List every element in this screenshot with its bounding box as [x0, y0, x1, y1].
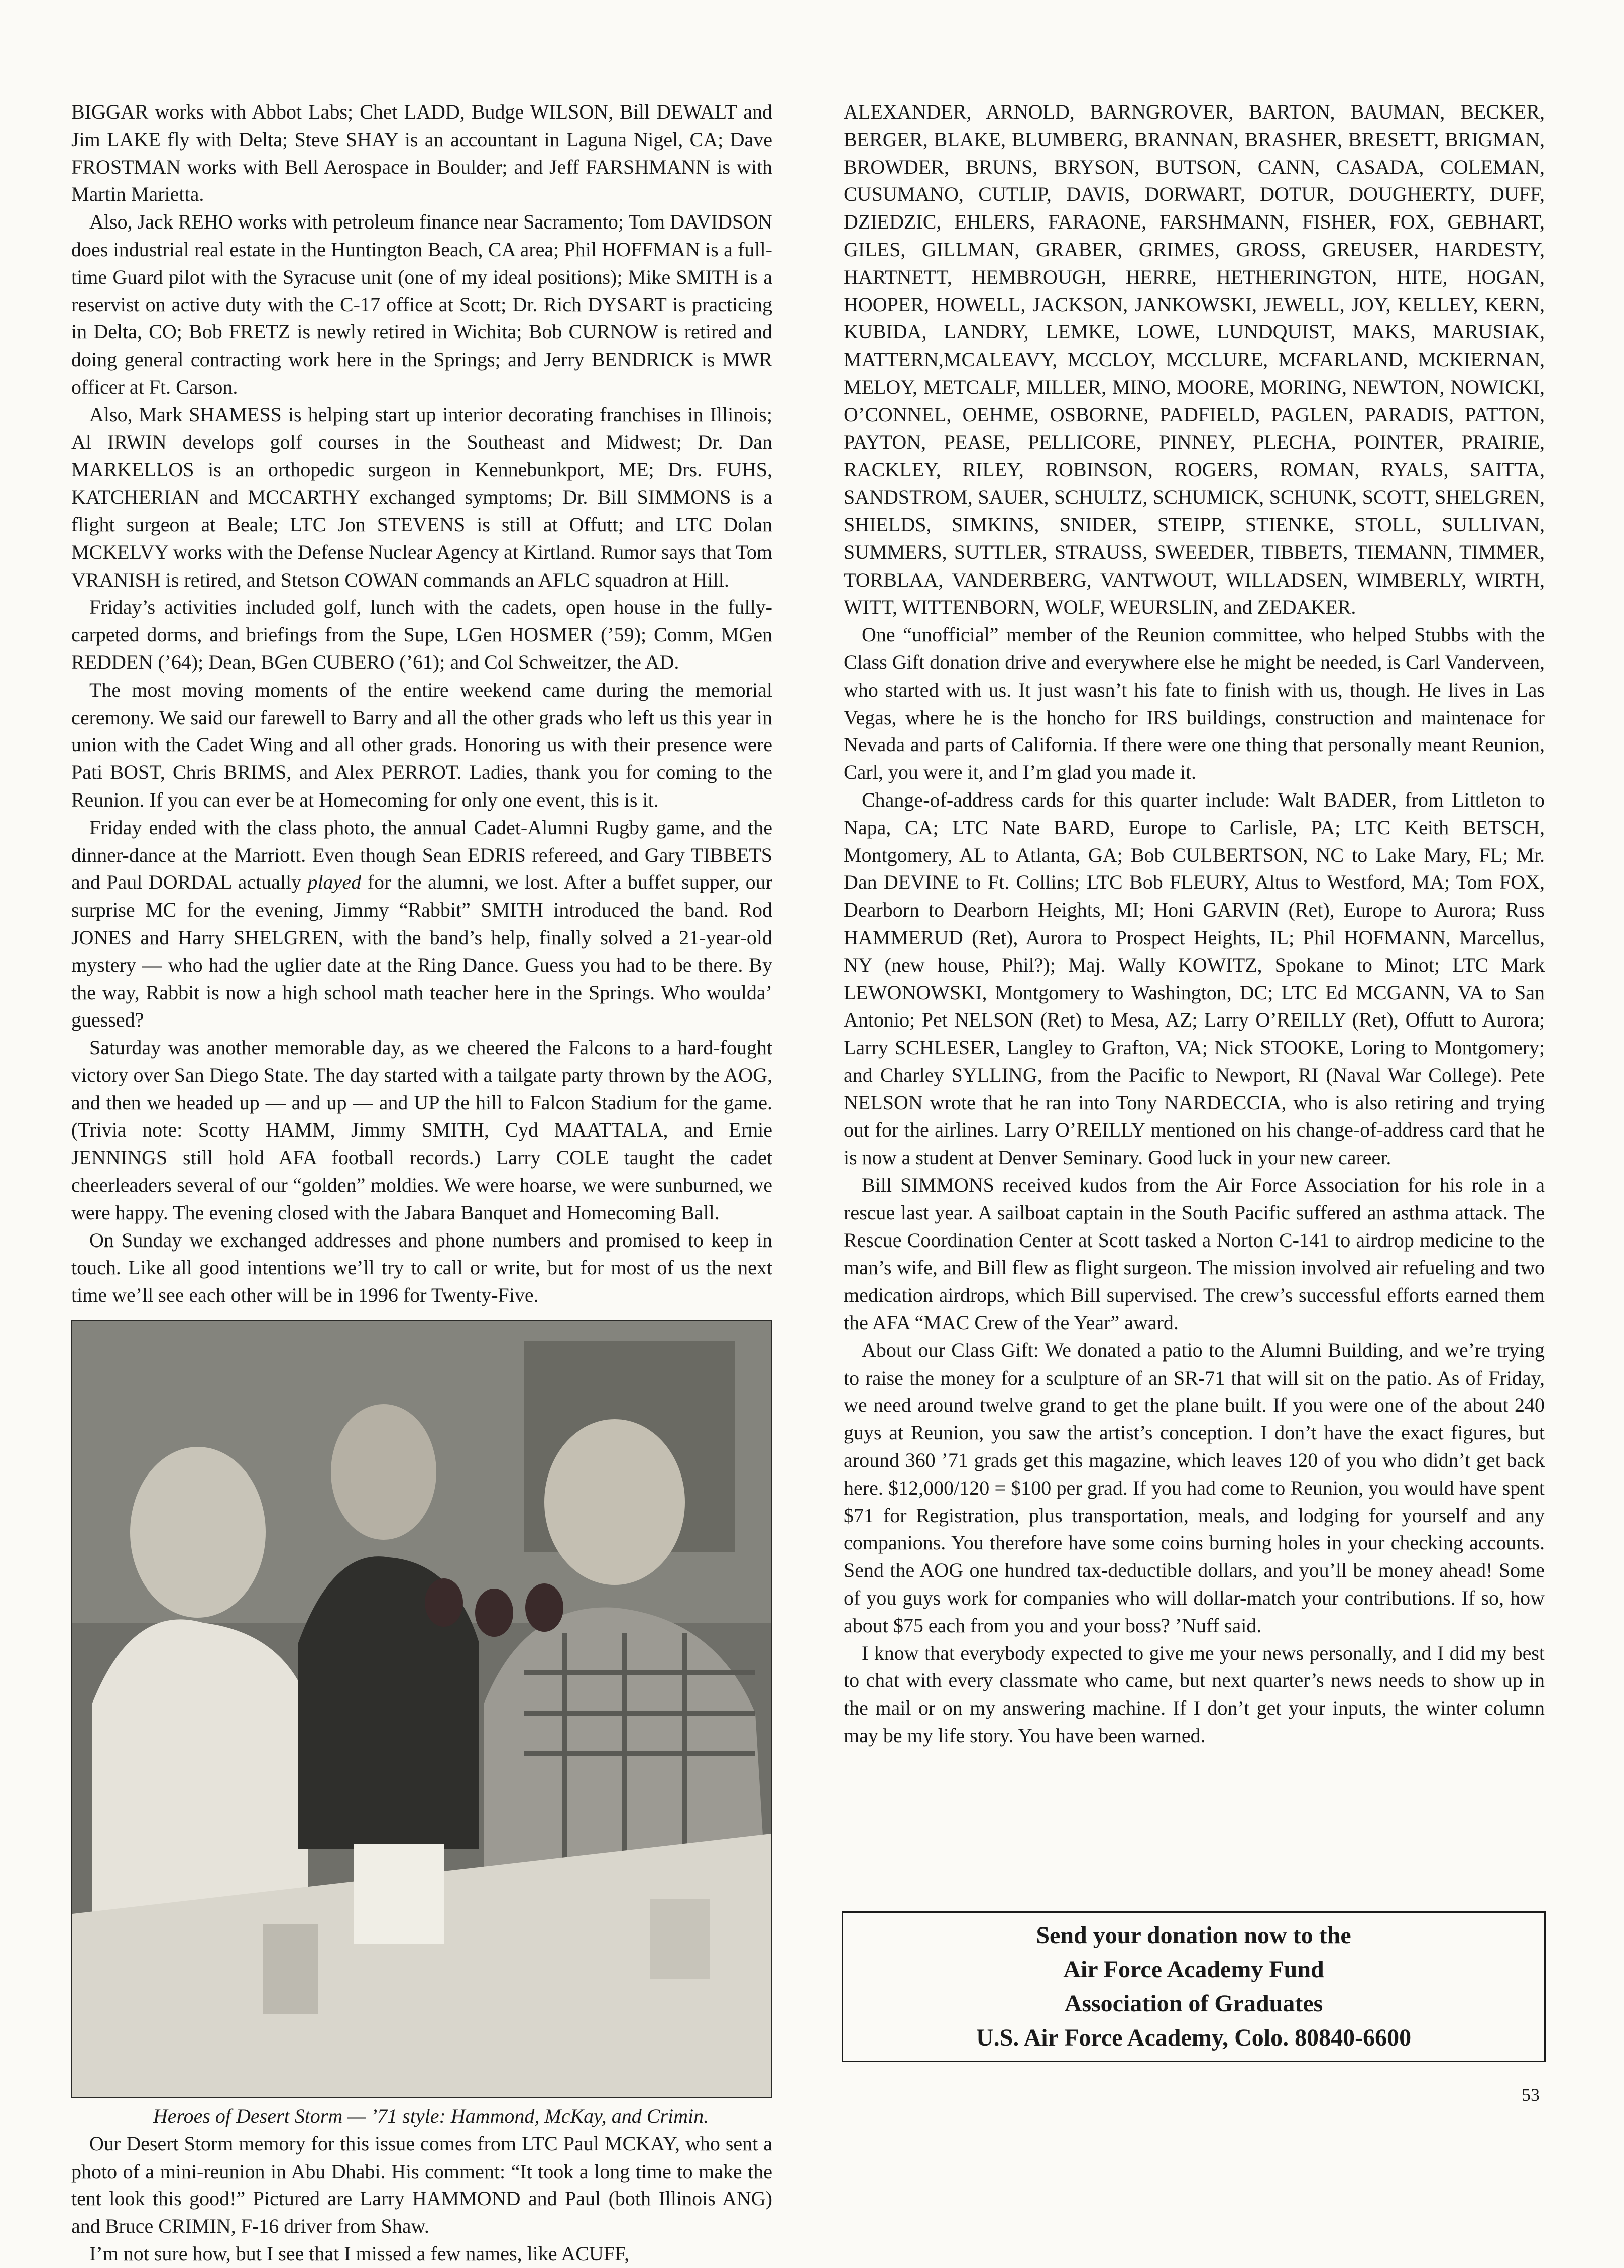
paragraph: I’m not sure how, but I see that I missed a few names, like ACUFF, [89, 2242, 630, 2265]
paragraph: Friday’s activities included golf, lunch with the cadets, open house in the fully-carpeted dorms, and briefings from the Supe, LGen HOSMER (’59); Comm, MGen REDDEN (’64); Dean, BGen CUBERO (’61); and Col Schweitzer, the AD. [71, 596, 772, 673]
paragraph: Saturday was another memorable day, as we cheered the Falcons to a hard-fought victory over San Diego State. The day started with a tailgate party thrown by the AOG, and then we headed up — and up — and UP the hill to Falcon Stadium for the game. (Trivia note: Scotty HAMM, Jimmy SMITH, Cyd MAATTALA, and Ernie JENNINGS still hold AFA football records.) Larry COLE taught the cadet cheerleaders several of our “golden” moldies. We were hoarse, we were sunburned, we were happy. The evening closed with the Jabara Banquet and Homecoming Ball. [71, 1036, 772, 1224]
right-column [844, 98, 1545, 1750]
paragraph: Our Desert Storm memory for this issue comes from LTC Paul MCKAY, who sent a photo of a mini-reunion in Abu Dhabi. His comment: “It took a long time to make the tent look this good!” Pictured are Larry HAMMOND and Paul (both Illinois ANG) and Bruce CRIMIN, F-16 driver from Shaw. [71, 2132, 772, 2238]
paragraph: One “unofficial” member of the Reunion committee, who helped Stubbs with the Class Gift donation drive and everywhere else he might be needed, is Carl Vanderveen, who started with us. It just wasn’t his fate to finish with us, though. He lives in Las Vegas, where he is the honcho for IRS buildings, construction and maintenace for Nevada and parts of California. If there were one thing that personally meant Reunion, Carl, you were it, and I’m glad you made it. [844, 623, 1545, 784]
photo-caption: Heroes of Desert Storm — ’71 style: Hammond, McKay, and Crimin. [153, 2105, 709, 2128]
donation-line: U.S. Air Force Academy, Colo. 80840-6600 [976, 2024, 1412, 2051]
photo [71, 1320, 772, 2098]
paragraph: About our Class Gift: We donated a patio to the Alumni Building, and we’re trying to raise the money for a sculpture of an SR-71 that will sit on the patio. As of Friday, we need around twelve grand to get the plane built. If you were one of the about 240 guys at Reunion, you saw the artist’s conception. I don’t have the exact figures, but around 360 ’71 grads get this magazine, which leaves 120 of you who didn’t get back here. $12,000/120 = $100 per grad. If you had come to Reunion, you would have spent $71 for Registration, plus transportation, meals, and lodging for yourself and any companions. You therefore have some coins burning holes in your checking accounts. Send the AOG one hundred tax-deductible dollars, and you’ll be money ahead! Some of you guys work for companies who will dollar-match your contributions. If so, how about $75 each from you and your boss? ’Nuff said. [844, 1338, 1545, 1637]
left-column [71, 98, 772, 2268]
paragraph: Also, Mark SHAMESS is helping start up interior decorating franchises in Illinois; Al IRWIN develops golf courses in the Southeast and Midwest; Dr. Dan MARKELLOS is an orthopedic surgeon in Kennebunkport, ME; Drs. FUHS, KATCHERIAN and MCCARTHY exchanged symptoms; Dr. Bill SIMMONS is a flight surgeon at Beale; LTC Jon STEVENS is still at Offutt; and LTC Dolan MCKELVY works with the Defense Nuclear Agency at Kirtland. Rumor says that Tom VRANISH is retired, and Stetson COWAN commands an AFLC squadron at Hill. [71, 403, 772, 591]
donation-line: Air Force Academy Fund [1063, 1956, 1324, 1983]
donation-line: Association of Graduates [1064, 1990, 1323, 2017]
donation-line: Send your donation now to the [1036, 1922, 1351, 1949]
paragraph-text: Friday ended with the class photo, the annual Cadet-Alumni Rugby game, and the dinner-dance at the Marriott. Even though Sean EDRIS refereed, and Gary TIBBETS and Paul DORDAL actually [71, 816, 772, 894]
paragraph [71, 814, 772, 1034]
page-number: 53 [1522, 2085, 1540, 2105]
paragraph: BIGGAR works with Abbot Labs; Chet LADD, Budge WILSON, Bill DEWALT and Jim LAKE fly with Delta; Steve SHAY is an accountant in Laguna Nigel, CA; Dave FROSTMAN works with Bell Aerospace in Boulder; and Jeff FARSHMANN is with Martin Marietta. [71, 100, 772, 206]
emphasis-text: played [307, 871, 362, 894]
donation-box [842, 1911, 1546, 2062]
paragraph: Change-of-address cards for this quarter include: Walt BADER, from Littleton to Napa, CA; LTC Nate BARD, Europe to Carlisle, PA; LTC Keith BETSCH, Montgomery, AL to Atlanta, GA; Bob CULBERTSON, NC to Lake Mary, FL; Mr. Dan DEVINE to Ft. Collins; LTC Bob FLEURY, Altus to Westford, MA; Tom FOX, Dearborn to Dearborn Heights, MI; Honi GARVIN (Ret), Europe to Aurora; Russ HAMMERUD (Ret), Aurora to Prospect Heights, IL; Phil HOFMANN, Marcellus, NY (new house, Phil?); Maj. Wally KOWITZ, Spokane to Minot; LTC Mark LEWONOWSKI, Montgomery to Washington, DC; LTC Ed MCGANN, VA to San Antonio; Pet NELSON (Ret) to Mesa, AZ; Larry O’REILLY (Ret), Offutt to Aurora; Larry SCHLESER, Langley to Grafton, VA; Nick STOOKE, Loring to Montgomery; and Charley SYLLING, from the Pacific to Newport, RI (Naval War College). Pete NELSON wrote that he ran into Tony NARDECCIA, who is also retiring and trying out for the airlines. Larry O’REILLY mentioned on his change-of-address card that he is now a student at Denver Seminary. Good luck in your new career. [844, 788, 1545, 1169]
paragraph: Bill SIMMONS received kudos from the Air Force Association for his role in a rescue last year. A sailboat captain in the South Pacific suffered an asthma attack. The Rescue Coordination Center at Scott tasked a Norton C-141 to airdrop medicine to the man’s wife, and Bill flew as flight surgeon. The mission involved air refueling and two medication airdrops, which Bill supervised. The crew’s successful efforts earned them the AFA “MAC Crew of the Year” award. [844, 1174, 1545, 1334]
paragraph-text: for the alumni, we lost. After a buffet supper, our surprise MC for the evening, Jimmy “Rabbit” SMITH introduced the band. Rod JONES and Harry SHELGREN, with the band’s help, finally solved a 21-year-old mystery — who had the uglier date at the Ring Dance. Guess you had to be there. By the way, Rabbit is now a high school math teacher here in the Springs. Who woulda’ guessed? [71, 871, 772, 1032]
paragraph: On Sunday we exchanged addresses and phone numbers and promised to keep in touch. Like all good intentions we’ll try to call or write, but for most of us the next time we’ll see each other will be in 1996 for Twenty-Five. [71, 1228, 772, 1307]
photo-illustration [72, 1321, 771, 2097]
names-list: ALEXANDER, ARNOLD, BARNGROVER, BARTON, BAUMAN, BECKER, BERGER, BLAKE, BLUMBERG, BRANNAN, BRASHER, BRESETT, BRIGMAN, BROWDER, BRUNS, BRYSON, BUTSON, CANN, CASADA, COLEMAN, CUSUMANO, CUTLIP, DAVIS, DORWART, DOTUR, DOUGHERTY, DUFF, DZIEDZIC, EHLERS, FARAONE, FARSHMANN, FISHER, FOX, GEBHART, GILES, GILLMAN, GRABER, GRIMES, GROSS, GREUSER, HARDESTY, HARTNETT, HEMBROUGH, HERRE, HETHERINGTON, HITE, HOGAN, HOOPER, HOWELL, JACKSON, JANKOWSKI, JEWELL, JOY, KELLEY, KERN, KUBIDA, LANDRY, LEMKE, LOWE, LUNDQUIST, MAKS, MARUSIAK, MATTERN,MCALEAVY, MCCLOY, MCCLURE, MCFARLAND, MCKIERNAN, MELOY, METCALF, MILLER, MINO, MOORE, MORING, NEWTON, NOWICKI, O’CONNEL, OEHME, OSBORNE, PADFIELD, PAGLEN, PARADIS, PATTON, PAYTON, PEASE, PELLICORE, PINNEY, PLECHA, POINTER, PRAIRIE, RACKLEY, RILEY, ROBINSON, ROGERS, ROMAN, RYALS, SAITTA, SANDSTROM, SAUER, SCHULTZ, SCHUMICK, SCHUNK, SCOTT, SHELGREN, SHIELDS, SIMKINS, SNIDER, STEIPP, STIENKE, STOLL, SULLIVAN, SUMMERS, SUTTLER, STRAUSS, SWEEDER, TIBBETS, TIEMANN, TIMMER, TORBLAA, VANDERBERG, VANTWOUT, WILLADSEN, WIMBERLY, WIRTH, WITT, WITTENBORN, WOLF, WEURSLIN, and ZEDAKER. [844, 100, 1545, 619]
paragraph: Also, Jack REHO works with petroleum finance near Sacramento; Tom DAVIDSON does industrial real estate in the Huntington Beach, CA area; Phil HOFFMAN is a full-time Guard pilot with the Syracuse unit (one of my ideal positions); Mike SMITH is a reservist on active duty with the C-17 office at Scott; Dr. Rich DYSART is practicing in Delta, CO; Bob FRETZ is newly retired in Wichita; Bob CURNOW is retired and doing general contracting work here in the Springs; and Jerry BENDRICK is MWR officer at Ft. Carson. [71, 210, 772, 398]
paragraph: The most moving moments of the entire weekend came during the memorial ceremony. We said our farewell to Barry and all the other grads who left us this year in union with the Cadet Wing and all other grads. Honoring us with their presence were Pati BOST, Chris BRIMS, and Alex PERROT. Ladies, thank you for coming to the Reunion. If you can ever be at Homecoming for only one event, this is it. [71, 678, 772, 811]
paragraph: I know that everybody expected to give me your news personally, and I did my best to chat with every classmate who came, but next quarter’s news needs to show up in the mail or on my answering machine. If I don’t get your inputs, the winter column may be my life story. You have been warned. [844, 1641, 1545, 1747]
